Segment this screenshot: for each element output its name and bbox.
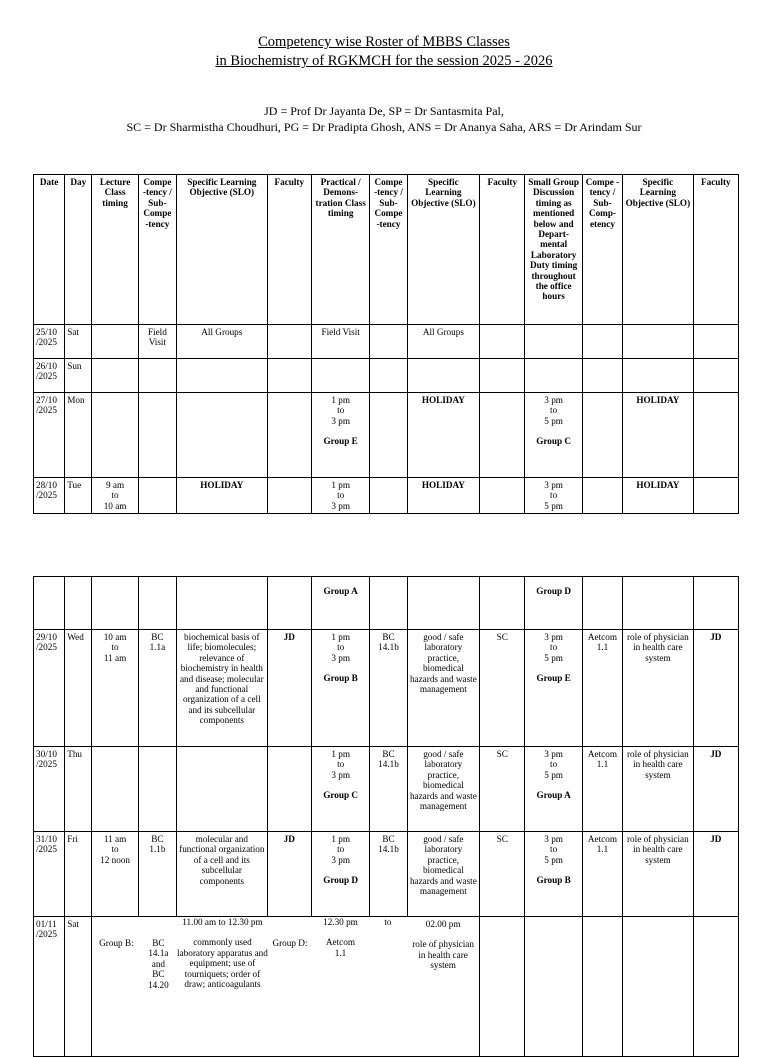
time-slot-d: 02.00 pm xyxy=(425,919,461,929)
competency-cell: Aetcom 1.1 xyxy=(582,832,622,917)
small-group-time: 3 pm to 5 pm xyxy=(544,834,563,865)
date-cell: 29/10 /2025 xyxy=(34,630,65,747)
competency-cell: Aetcom 1.1 xyxy=(582,630,622,747)
table-row xyxy=(34,577,739,630)
faculty-cell: SC xyxy=(480,832,525,917)
small-group-cell: 3 pm to 5 pm xyxy=(525,478,582,514)
slo-cell: HOLIDAY xyxy=(623,393,694,478)
slo-cell: good / safe laboratory practice, biomedical hazards and waste management xyxy=(407,747,480,832)
practical-group: Group E xyxy=(323,436,358,447)
faculty-cell: SC xyxy=(480,747,525,832)
slo-cell: role of physician in health care system xyxy=(623,630,694,747)
small-group-cell xyxy=(525,393,582,478)
lecture-cell: 11 am to 12 noon xyxy=(92,832,138,917)
small-group-time: 3 pm to 5 pm xyxy=(544,632,563,663)
small-group-cell xyxy=(525,747,582,832)
small-group-cell xyxy=(525,630,582,747)
day-cell: Thu xyxy=(65,747,92,832)
document-title xyxy=(0,33,768,71)
header-slo-1: Specific Learning Objective (SLO) xyxy=(177,175,268,325)
faculty-cell: JD xyxy=(267,832,311,917)
roster-table-1 xyxy=(33,174,739,514)
practical-cell xyxy=(311,747,369,832)
header-competency-2: Compe -tency / Sub-Compe -tency xyxy=(370,175,407,325)
slo-cell: HOLIDAY xyxy=(177,478,268,514)
slo-cell: role of physician in health care system xyxy=(623,747,694,832)
group-b-slo: commonly used laboratory apparatus and equipment; use of tourniquets; order of draw; anticoagulants xyxy=(177,937,268,990)
header-faculty-3: Faculty xyxy=(693,175,738,325)
slo-cell: All Groups xyxy=(407,325,480,359)
competency-cell: BC 1.1a xyxy=(138,630,176,747)
group-b-cell xyxy=(92,917,177,1057)
competency-cell xyxy=(370,325,407,359)
competency-cell: BC 14.1b xyxy=(370,832,407,917)
header-faculty-1: Faculty xyxy=(267,175,311,325)
day-cell: Mon xyxy=(65,393,92,478)
date-cell: 26/10 /2025 xyxy=(34,359,65,393)
small-group-group: Group D xyxy=(525,577,582,630)
lecture-cell xyxy=(92,325,138,359)
slo-cell: HOLIDAY xyxy=(623,478,694,514)
title-line-2: in Biochemistry of RGKMCH for the session 2025 - 2026 xyxy=(215,53,553,69)
faculty-cell: JD xyxy=(693,747,738,832)
table-row xyxy=(34,630,739,747)
day-cell: Tue xyxy=(65,478,92,514)
day-cell: Fri xyxy=(65,832,92,917)
practical-cell xyxy=(311,630,369,747)
faculty-cell: SC xyxy=(480,630,525,747)
header-competency-1: Compe -tency / Sub-Compe -tency xyxy=(138,175,176,325)
practical-time: 1 pm to 3 pm xyxy=(331,749,350,780)
date-cell: 27/10 /2025 xyxy=(34,393,65,478)
time-slot-a: 11.00 am to 12.30 pm xyxy=(182,917,263,927)
legend-line-2: SC = Dr Sharmistha Choudhuri, PG = Dr Pradipta Ghosh, ANS = Dr Ananya Saha, ARS = Dr Arindam Sur xyxy=(126,120,642,134)
small-group-group: Group B xyxy=(536,875,571,886)
practical-cell xyxy=(311,832,369,917)
small-group-time: 3 pm to 5 pm xyxy=(544,749,563,780)
header-date: Date xyxy=(34,175,65,325)
table-row xyxy=(34,393,739,478)
faculty-cell: JD xyxy=(693,832,738,917)
date-cell: 25/10 /2025 xyxy=(34,325,65,359)
practical-time: 1 pm to 3 pm xyxy=(331,632,350,663)
faculty-cell xyxy=(267,325,311,359)
practical-time: 1 pm to 3 pm xyxy=(331,834,350,865)
competency-cell: BC 1.1b xyxy=(138,832,176,917)
small-group-group: Group C xyxy=(536,436,572,447)
date-cell: 31/10 /2025 xyxy=(34,832,65,917)
practical-cell xyxy=(311,393,369,478)
header-small-group: Small Group Discussion timing as mentioned below and Depart-mental Laboratory Duty timing throughout the office hours xyxy=(525,175,582,325)
lecture-cell: 9 am to 10 am xyxy=(92,478,138,514)
competency-cell: BC 14.1b xyxy=(370,747,407,832)
competency-cell: BC 14.1b xyxy=(370,630,407,747)
table-row xyxy=(34,917,739,1057)
small-group-group: Group A xyxy=(536,790,571,801)
slo-cell: HOLIDAY xyxy=(407,478,480,514)
time-slot-b: 12.30 pm xyxy=(323,917,358,927)
slo-cell: good / safe laboratory practice, biomedical hazards and waste management xyxy=(407,630,480,747)
small-group-time: 3 pm to 5 pm xyxy=(544,395,563,426)
title-line-1: Competency wise Roster of MBBS Classes xyxy=(258,34,510,50)
header-day: Day xyxy=(65,175,92,325)
practical-group: Group D xyxy=(323,875,359,886)
header-lecture: Lecture Class timing xyxy=(92,175,138,325)
practical-time: 1 pm to 3 pm xyxy=(331,395,350,426)
group-d-slo-cell xyxy=(407,917,480,1057)
slo-cell: good / safe laboratory practice, biomedical hazards and waste management xyxy=(407,832,480,917)
small-group-group: Group E xyxy=(536,673,571,684)
group-d-label: Group D: xyxy=(272,938,308,948)
legend-line-1: JD = Prof Dr Jayanta De, SP = Dr Santasmita Pal, xyxy=(264,104,504,118)
table-row xyxy=(34,325,739,359)
faculty-cell: JD xyxy=(267,630,311,747)
slo-cell: biochemical basis of life; biomolecules; relevance of biochemistry in health and disease; molecular and functional organization of a cell and its subcellular components xyxy=(177,630,268,747)
group-d-competency: Aetcom 1.1 xyxy=(325,937,355,958)
group-b-competency: BC 14.1a and BC 14.20 xyxy=(148,938,169,990)
header-slo-3: Specific Learning Objective (SLO) xyxy=(623,175,694,325)
slo-cell: HOLIDAY xyxy=(407,393,480,478)
faculty-legend xyxy=(0,103,768,135)
date-cell: 28/10 /2025 xyxy=(34,478,65,514)
practical-group: Group A xyxy=(311,577,369,630)
lecture-cell: 10 am to 11 am xyxy=(92,630,138,747)
table-row xyxy=(34,359,739,393)
table-row xyxy=(34,478,739,514)
header-practical: Practical / Demons-tration Class timing xyxy=(311,175,369,325)
slo-cell: All Groups xyxy=(177,325,268,359)
date-cell: 01/11 /2025 xyxy=(34,917,65,1057)
practical-group: Group B xyxy=(323,673,358,684)
competency-cell: Field Visit xyxy=(138,325,176,359)
day-cell: Wed xyxy=(65,630,92,747)
slo-cell: role of physician in health care system xyxy=(623,832,694,917)
time-slot-c: to xyxy=(384,917,392,927)
day-cell: Sat xyxy=(65,325,92,359)
header-row xyxy=(34,175,739,325)
group-d-cell xyxy=(311,917,407,1057)
table-row xyxy=(34,747,739,832)
practical-cell: Field Visit xyxy=(311,325,369,359)
slo-cell: molecular and functional organization of a cell and its subcellular components xyxy=(177,832,268,917)
roster-table-2 xyxy=(33,576,739,1057)
competency-cell: Aetcom 1.1 xyxy=(582,747,622,832)
table-row xyxy=(34,832,739,917)
date-cell: 30/10 /2025 xyxy=(34,747,65,832)
faculty-cell: JD xyxy=(693,630,738,747)
group-d-slo: role of physician in health care system xyxy=(412,939,474,971)
practical-cell: 1 pm to 3 pm xyxy=(311,478,369,514)
group-b-label: Group B: xyxy=(99,938,134,948)
header-faculty-2: Faculty xyxy=(480,175,525,325)
practical-group: Group C xyxy=(323,790,359,801)
small-group-cell xyxy=(525,832,582,917)
group-b-time-cell xyxy=(177,917,312,1057)
day-cell: Sun xyxy=(65,359,92,393)
day-cell: Sat xyxy=(65,917,92,1057)
header-slo-2: Specific Learning Objective (SLO) xyxy=(407,175,480,325)
header-competency-3: Compe -tency / Sub-Comp-etency xyxy=(582,175,622,325)
